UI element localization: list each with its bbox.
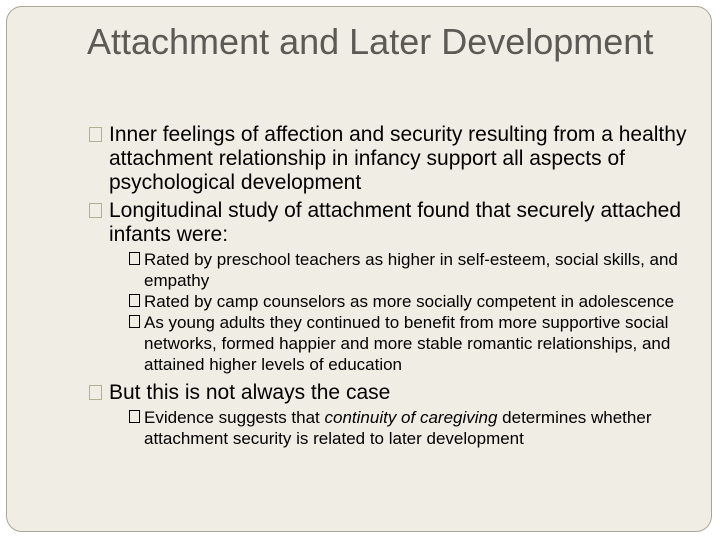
bullet-text: Inner feelings of affection and security resulting from a healthy attachment relationship in infancy support all aspects of psychological development xyxy=(109,123,687,194)
bullet-item xyxy=(91,199,701,247)
sub-bullet-icon xyxy=(129,252,140,265)
sub-bullet-item xyxy=(127,249,701,291)
sub-bullet-icon xyxy=(129,315,140,328)
sub-bullet-item xyxy=(127,291,701,312)
bullet-text: But this is not always the case xyxy=(109,381,391,404)
sub-bullet-text: Rated by preschool teachers as higher in self-esteem, social skills, and empathy xyxy=(144,250,678,290)
checkbox-bullet-icon xyxy=(89,127,102,142)
sub-bullet-icon xyxy=(129,294,140,307)
sub-bullet-text: Evidence suggests that continuity of caregiving determines whether attachment security is related to later development xyxy=(144,408,652,448)
checkbox-bullet-icon xyxy=(89,385,102,400)
bullet-item xyxy=(91,123,701,195)
sub-bullet-text: Rated by camp counselors as more socially competent in adolescence xyxy=(144,292,675,311)
sub-bullet-text: As young adults they continued to benefit from more supportive social networks, formed happier and more stable romantic relationships, and attained higher levels of education xyxy=(144,313,671,374)
bullet-list xyxy=(91,123,701,449)
sub-bullet-item xyxy=(127,312,701,375)
emphasis-text: continuity of caregiving xyxy=(324,408,498,427)
bullet-text: Longitudinal study of attachment found that securely attached infants were: xyxy=(109,199,682,246)
slide-title: Attachment and Later Development xyxy=(87,21,654,62)
bullet-item xyxy=(91,381,701,405)
sub-bullet-icon xyxy=(129,410,140,423)
slide-frame xyxy=(6,6,712,532)
sub-bullet-item xyxy=(127,407,701,449)
checkbox-bullet-icon xyxy=(89,203,102,218)
